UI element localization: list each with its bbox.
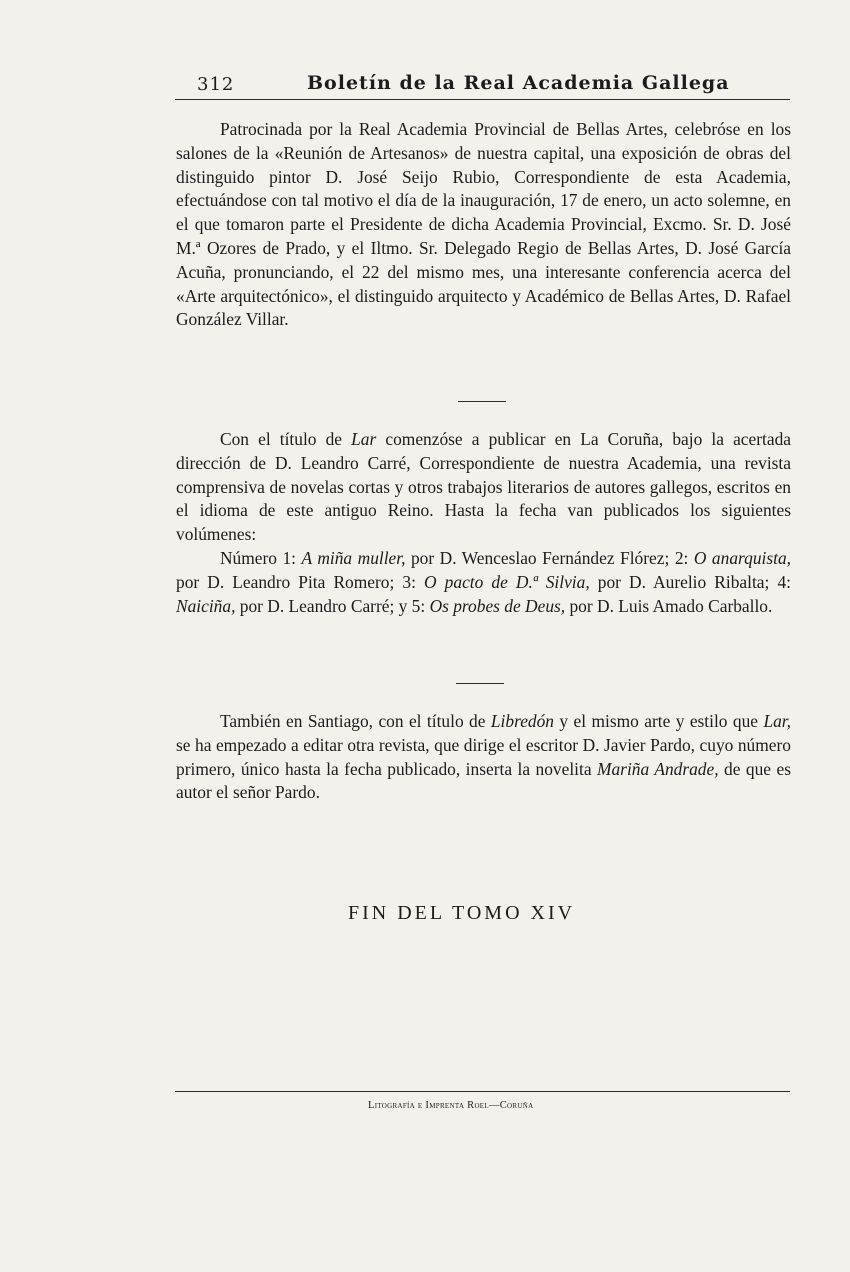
paragraph-text: se ha empezado a editar otra revista, que dirige el escritor D. Javier Pardo, cuyo número primero, único hasta la fecha publicado, inserta la novelita bbox=[176, 734, 791, 779]
italic-title-text: Mariña Andrade, bbox=[597, 758, 719, 779]
printer-imprint: Litografía e Imprenta Roel—Coruña bbox=[368, 1100, 534, 1111]
italic-title-text: O pacto de D.ª Silvia, bbox=[424, 571, 590, 592]
paragraph-text: de que es autor el señor Pardo. bbox=[176, 758, 791, 803]
section-separator bbox=[456, 683, 504, 684]
footer-rule bbox=[175, 1091, 790, 1092]
section-separator bbox=[458, 401, 506, 402]
news-block-libredon bbox=[176, 710, 791, 805]
italic-title-text: Os probes de Deus, bbox=[429, 595, 566, 616]
news-block-exposicion bbox=[176, 118, 791, 332]
paragraph-text: Número 1: bbox=[220, 547, 302, 568]
running-title: Boletín de la Real Academia Gallega bbox=[307, 72, 730, 94]
paragraph-lar-volumes bbox=[176, 547, 791, 618]
paragraph-text: comenzóse a publicar en La Coruña, bajo la acertada dirección de D. Leandro Carré, Correspondiente de nuestra Academia, una revista comprensiva de novelas cortas y otros trabajos literarios de autores gallegos, escritos en el idioma de este antiguo Reino. Hasta la fecha van publicados los siguientes volúmenes: bbox=[176, 429, 791, 545]
paragraph-text: Patrocinada por la Real Academia Provincial de Bellas Artes, celebróse en los salones de la «Reunión de Artesanos» de nuestra capital, una exposición de obras del distinguido pintor D. José Seijo Rubio, Correspondiente de esta Academia, efectuándose con tal motivo el día de la inauguración, 17 de enero, un acto solemne, en el que tomaron parte el Presidente de dicha Academia Provincial, Excmo. Sr. D. José M.ª Ozores de Prado, y el Iltmo. Sr. Delegado Regio de Bellas Artes, D. José García Acuña, pronunciando, el 22 del mismo mes, una interesante conferencia acerca del «Arte arquitectónico», el distinguido arquitecto y Académico de Bellas Artes, D. Rafael González Villar. bbox=[176, 119, 791, 330]
italic-title-text: Lar bbox=[351, 429, 377, 449]
italic-title-text: O anarquista, bbox=[693, 547, 791, 568]
paragraph-exposicion bbox=[176, 118, 791, 332]
header-rule bbox=[175, 99, 790, 100]
paragraph-text: También en Santiago, con el título de bbox=[220, 711, 491, 731]
paragraph-lar bbox=[176, 428, 791, 547]
paragraph-libredon bbox=[176, 710, 791, 805]
italic-title-text: A miña muller, bbox=[301, 547, 406, 568]
end-of-volume-title: FIN DEL TOMO XIV bbox=[348, 902, 576, 924]
italic-title-text: Libredón bbox=[490, 711, 555, 731]
italic-title-text: Lar, bbox=[763, 711, 791, 731]
italic-title-text: Naiciña, bbox=[176, 595, 236, 616]
paragraph-text: por D. Aurelio Ribalta; 4: bbox=[589, 571, 791, 592]
page-number: 312 bbox=[197, 74, 235, 95]
paragraph-text: por D. Leandro Carré; y 5: bbox=[235, 595, 430, 616]
paragraph-text: Con el título de bbox=[220, 429, 352, 449]
page-header bbox=[175, 72, 790, 96]
news-block-lar bbox=[176, 428, 791, 618]
paragraph-text: y el mismo arte y estilo que bbox=[554, 711, 764, 731]
paragraph-text: por D. Leandro Pita Romero; 3: bbox=[176, 571, 425, 592]
paragraph-text: por D. Luis Amado Carballo. bbox=[565, 595, 773, 616]
paragraph-text: por D. Wenceslao Fernández Flórez; 2: bbox=[405, 547, 694, 568]
